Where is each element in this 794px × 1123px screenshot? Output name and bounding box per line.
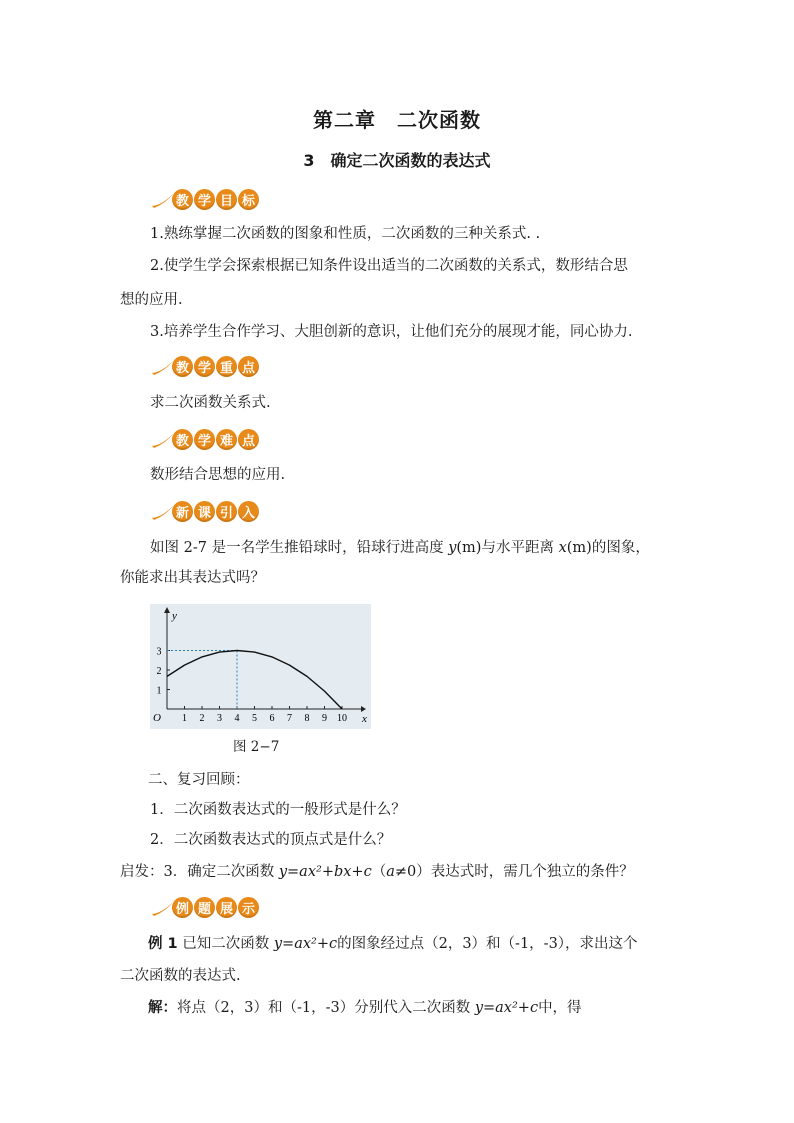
- section-badge: [172, 429, 260, 450]
- x-tick-label: 10: [337, 713, 347, 724]
- solution-line: 解：将点（2，3）和（-1，-3）分别代入二次函数 y=ax²+c中，得: [148, 1000, 582, 1016]
- figure-caption: 图 2−7: [233, 739, 280, 755]
- objective-1: 1.熟练掌握二次函数的图象和性质，二次函数的三种关系式. .: [150, 226, 541, 242]
- badge-char: 重: [216, 356, 237, 377]
- parabola-curve: [167, 651, 342, 710]
- intro-line-2: 你能求出其表达式吗？: [120, 570, 265, 586]
- badge-char: 课: [194, 501, 215, 522]
- badge-char: 标: [238, 189, 259, 210]
- origin-label: O: [153, 712, 161, 724]
- x-tick-label: 2: [199, 713, 205, 724]
- badge-char: 点: [238, 429, 259, 450]
- badge-char: 点: [238, 356, 259, 377]
- objective-3: 3.培养学生合作学习、大胆创新的意识，让他们充分的展现才能，同心协力.: [150, 324, 633, 340]
- x-tick-label: 9: [322, 713, 327, 724]
- badge-char: 教: [172, 429, 193, 450]
- x-tick-label: 4: [234, 713, 240, 724]
- review-question-1: 1．二次函数表达式的一般形式是什么？: [150, 802, 406, 818]
- badge-char: 入: [238, 501, 259, 522]
- y-tick-label: 1: [156, 685, 162, 697]
- intro-line-1: 如图 2-7 是一名学生推铅球时，铅球行进高度 y(m)与水平距离 x(m)的图象，: [150, 540, 650, 556]
- swoosh-icon: [152, 429, 174, 449]
- section-badge: [172, 501, 260, 522]
- swoosh-icon: [152, 897, 174, 917]
- x-axis-arrow: [361, 706, 366, 712]
- difficulty-text: 数形结合思想的应用.: [150, 467, 286, 483]
- x-tick-label: 6: [269, 713, 275, 724]
- objective-2-cont: 想的应用.: [120, 292, 183, 308]
- swoosh-icon: [152, 189, 174, 209]
- review-question-3: 启发：3．确定二次函数 y=ax²+bx+c（a≠0）表达式时，需几个独立的条件？: [120, 864, 634, 880]
- parabola-graph: [150, 604, 371, 729]
- review-question-2: 2．二次函数表达式的顶点式是什么？: [150, 832, 392, 848]
- example-1-line-1: 例 1 已知二次函数 y=ax²+c的图象经过点（2，3）和（-1，-3），求出这个: [148, 936, 638, 952]
- badge-char: 学: [194, 356, 215, 377]
- y-axis-arrow: [164, 607, 170, 613]
- badge-char: 教: [172, 189, 193, 210]
- badge-char: 学: [194, 429, 215, 450]
- badge-char: 目: [216, 189, 237, 210]
- lesson-title: 3 确定二次函数的表达式: [303, 151, 491, 170]
- x-tick-label: 1: [182, 713, 187, 724]
- section-badge: [172, 189, 260, 210]
- badge-char: 展: [216, 897, 237, 918]
- badge-char: 难: [216, 429, 237, 450]
- badge-char: 示: [238, 897, 259, 918]
- y-tick-label: 3: [156, 646, 162, 658]
- badge-char: 引: [216, 501, 237, 522]
- section-header-key-points: [152, 353, 260, 379]
- review-title: 二、复习回顾：: [148, 772, 250, 788]
- section-header-examples: [152, 894, 260, 920]
- badge-char: 新: [172, 501, 193, 522]
- objective-2: 2.使学生学会探索根据已知条件设出适当的二次函数的关系式，数形结合思: [150, 258, 628, 274]
- example-1-line-2: 二次函数的表达式.: [120, 968, 241, 984]
- x-axis-label: x: [362, 713, 367, 725]
- key-point-text: 求二次函数关系式.: [150, 395, 271, 411]
- chart-svg: [150, 604, 371, 729]
- badge-char: 例: [172, 897, 193, 918]
- section-header-difficulties: [152, 426, 260, 452]
- x-tick-label: 3: [217, 713, 222, 724]
- swoosh-icon: [152, 356, 174, 376]
- badge-char: 题: [194, 897, 215, 918]
- x-tick-label: 5: [252, 713, 257, 724]
- x-tick-label: 8: [304, 713, 310, 724]
- y-tick-label: 2: [156, 666, 162, 677]
- section-header-objectives: [152, 186, 260, 212]
- x-tick-label: 7: [287, 713, 292, 724]
- badge-char: 教: [172, 356, 193, 377]
- section-badge: [172, 356, 260, 377]
- chapter-title: 第二章 二次函数: [313, 108, 481, 132]
- section-badge: [172, 897, 260, 918]
- section-header-intro: [152, 498, 260, 524]
- swoosh-icon: [152, 501, 174, 521]
- badge-char: 学: [194, 189, 215, 210]
- y-axis-label: y: [172, 610, 177, 622]
